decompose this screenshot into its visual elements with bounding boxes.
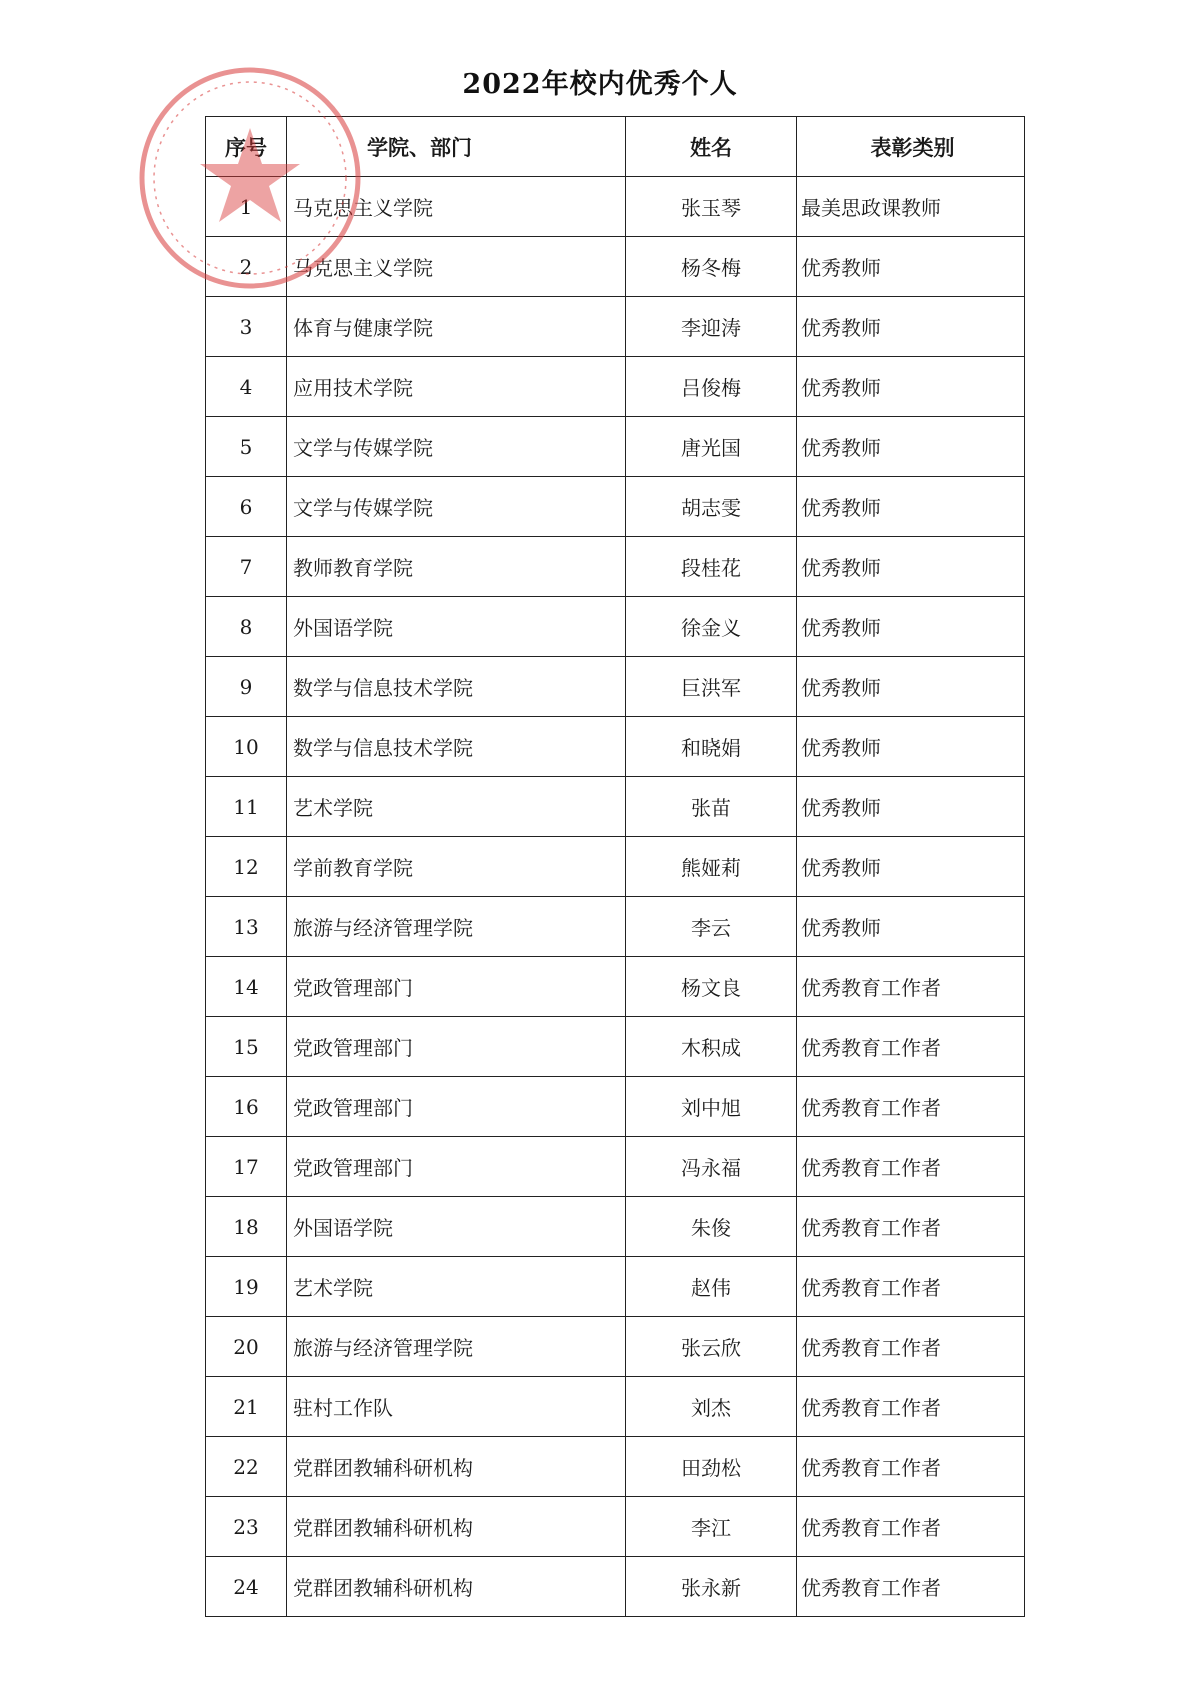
row-department: 马克思主义学院 (287, 177, 626, 237)
table-row (206, 537, 1025, 597)
row-department: 马克思主义学院 (287, 237, 626, 297)
row-award: 优秀教育工作者 (797, 1137, 1025, 1197)
table-row (206, 1017, 1025, 1077)
row-index: 9 (206, 657, 287, 717)
row-index: 21 (206, 1377, 287, 1437)
row-name: 张永新 (626, 1557, 797, 1617)
row-name: 杨文良 (626, 957, 797, 1017)
table-row (206, 957, 1025, 1017)
table-row (206, 657, 1025, 717)
header-award: 表彰类别 (797, 117, 1025, 177)
table-row (206, 477, 1025, 537)
table-row (206, 1497, 1025, 1557)
row-department: 艺术学院 (287, 777, 626, 837)
row-name: 李云 (626, 897, 797, 957)
row-name: 张云欣 (626, 1317, 797, 1377)
row-name: 刘杰 (626, 1377, 797, 1437)
row-award: 优秀教师 (797, 837, 1025, 897)
row-department: 艺术学院 (287, 1257, 626, 1317)
table-body (206, 177, 1025, 1617)
row-department: 外国语学院 (287, 597, 626, 657)
row-name: 冯永福 (626, 1137, 797, 1197)
row-index: 24 (206, 1557, 287, 1617)
table-row (206, 897, 1025, 957)
table-row (206, 1437, 1025, 1497)
row-award: 优秀教育工作者 (797, 1017, 1025, 1077)
row-award: 优秀教师 (797, 417, 1025, 477)
row-name: 朱俊 (626, 1197, 797, 1257)
row-department: 外国语学院 (287, 1197, 626, 1257)
row-index: 5 (206, 417, 287, 477)
row-department: 学前教育学院 (287, 837, 626, 897)
row-index: 12 (206, 837, 287, 897)
row-award: 优秀教师 (797, 477, 1025, 537)
row-department: 党群团教辅科研机构 (287, 1497, 626, 1557)
row-award: 优秀教育工作者 (797, 1557, 1025, 1617)
row-name: 赵伟 (626, 1257, 797, 1317)
row-department: 教师教育学院 (287, 537, 626, 597)
header-department: 学院、部门 (287, 117, 626, 177)
row-name: 木积成 (626, 1017, 797, 1077)
row-award: 优秀教育工作者 (797, 1497, 1025, 1557)
header-name: 姓名 (626, 117, 797, 177)
table-row (206, 717, 1025, 777)
row-index: 19 (206, 1257, 287, 1317)
row-name: 熊娅莉 (626, 837, 797, 897)
row-department: 党群团教辅科研机构 (287, 1557, 626, 1617)
row-name: 李迎涛 (626, 297, 797, 357)
row-name: 徐金义 (626, 597, 797, 657)
row-name: 段桂花 (626, 537, 797, 597)
row-index: 14 (206, 957, 287, 1017)
row-name: 刘中旭 (626, 1077, 797, 1137)
row-name: 唐光国 (626, 417, 797, 477)
row-award: 最美思政课教师 (797, 177, 1025, 237)
row-award: 优秀教师 (797, 597, 1025, 657)
row-name: 李江 (626, 1497, 797, 1557)
row-award: 优秀教师 (797, 537, 1025, 597)
table-row (206, 777, 1025, 837)
row-index: 4 (206, 357, 287, 417)
row-index: 16 (206, 1077, 287, 1137)
table-row (206, 1317, 1025, 1377)
row-name: 胡志雯 (626, 477, 797, 537)
row-department: 党政管理部门 (287, 1137, 626, 1197)
table-row (206, 1557, 1025, 1617)
row-department: 党政管理部门 (287, 1077, 626, 1137)
row-award: 优秀教育工作者 (797, 1257, 1025, 1317)
row-name: 张玉琴 (626, 177, 797, 237)
awards-table (205, 116, 1025, 1617)
row-department: 数学与信息技术学院 (287, 657, 626, 717)
row-department: 驻村工作队 (287, 1377, 626, 1437)
row-index: 2 (206, 237, 287, 297)
row-award: 优秀教育工作者 (797, 1437, 1025, 1497)
table-row (206, 1077, 1025, 1137)
row-department: 党政管理部门 (287, 957, 626, 1017)
table-row (206, 837, 1025, 897)
row-award: 优秀教师 (797, 657, 1025, 717)
row-name: 和晓娟 (626, 717, 797, 777)
row-index: 6 (206, 477, 287, 537)
row-department: 党政管理部门 (287, 1017, 626, 1077)
row-award: 优秀教育工作者 (797, 1077, 1025, 1137)
header-index: 序号 (206, 117, 287, 177)
table-header-row (206, 117, 1025, 177)
row-index: 13 (206, 897, 287, 957)
row-index: 17 (206, 1137, 287, 1197)
table-row (206, 1377, 1025, 1437)
row-department: 旅游与经济管理学院 (287, 897, 626, 957)
table-row (206, 297, 1025, 357)
row-department: 文学与传媒学院 (287, 417, 626, 477)
row-name: 张苗 (626, 777, 797, 837)
row-award: 优秀教育工作者 (797, 1197, 1025, 1257)
row-name: 巨洪军 (626, 657, 797, 717)
row-award: 优秀教师 (797, 897, 1025, 957)
row-index: 23 (206, 1497, 287, 1557)
row-department: 体育与健康学院 (287, 297, 626, 357)
row-department: 党群团教辅科研机构 (287, 1437, 626, 1497)
row-department: 旅游与经济管理学院 (287, 1317, 626, 1377)
table-row (206, 357, 1025, 417)
row-award: 优秀教育工作者 (797, 1317, 1025, 1377)
row-index: 1 (206, 177, 287, 237)
row-department: 数学与信息技术学院 (287, 717, 626, 777)
row-department: 应用技术学院 (287, 357, 626, 417)
row-name: 田劲松 (626, 1437, 797, 1497)
row-award: 优秀教育工作者 (797, 957, 1025, 1017)
table-row (206, 1257, 1025, 1317)
row-award: 优秀教师 (797, 297, 1025, 357)
row-department: 文学与传媒学院 (287, 477, 626, 537)
row-index: 20 (206, 1317, 287, 1377)
page-title: 2022年校内优秀个人 (462, 69, 738, 100)
row-index: 15 (206, 1017, 287, 1077)
row-index: 7 (206, 537, 287, 597)
table-row (206, 237, 1025, 297)
row-name: 吕俊梅 (626, 357, 797, 417)
row-award: 优秀教育工作者 (797, 1377, 1025, 1437)
table-row (206, 1197, 1025, 1257)
row-index: 8 (206, 597, 287, 657)
row-index: 11 (206, 777, 287, 837)
table-row (206, 1137, 1025, 1197)
row-index: 18 (206, 1197, 287, 1257)
row-index: 10 (206, 717, 287, 777)
row-index: 3 (206, 297, 287, 357)
row-award: 优秀教师 (797, 717, 1025, 777)
row-name: 杨冬梅 (626, 237, 797, 297)
row-award: 优秀教师 (797, 357, 1025, 417)
table-row (206, 417, 1025, 477)
table-row (206, 597, 1025, 657)
row-index: 22 (206, 1437, 287, 1497)
row-award: 优秀教师 (797, 777, 1025, 837)
table-row (206, 177, 1025, 237)
row-award: 优秀教师 (797, 237, 1025, 297)
